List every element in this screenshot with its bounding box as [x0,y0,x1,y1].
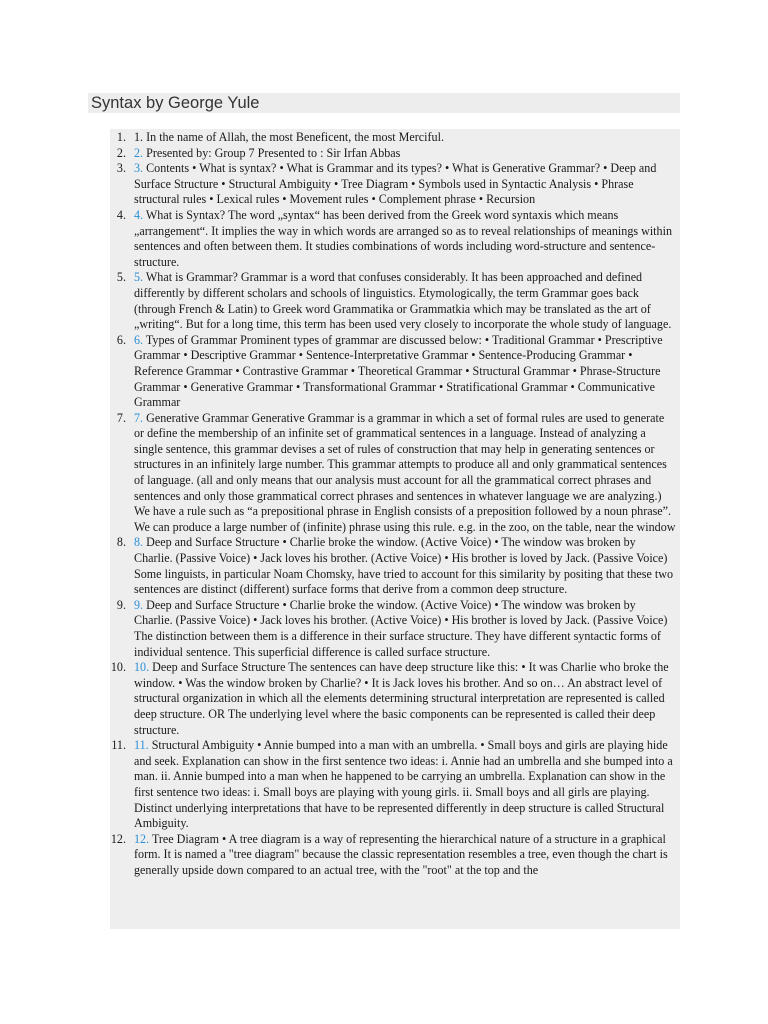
slide-link[interactable]: 6. [134,332,144,347]
item-text: Deep and Surface Structure • Charlie broke the window. (Active Voice) • The window was broken by Charlie. (Passive Voice) • Jack loves his brother. (Active Voice) • His brother is loved by Jack. (Passive Voice) Some linguists, in particular Noam Chomsky, have tried to account for this similarity by positing that these two sentences are distinct (different) surface forms that derive from a common deep structure. [134,535,673,597]
slide-link[interactable]: 2. [134,145,144,160]
item-text: Contents • What is syntax? • What is Grammar and its types? • What is Generative Grammar? • Deep and Surface Structure • Structural Ambiguity • Tree Diagram • Symbols used in Syntactic Analysis • Phrase structural rules • Lexical rules • Movement rules • Complement phrase • Recursion [134,161,657,207]
item-text: Presented by: Group 7 Presented to : Sir Irfan Abbas [146,145,401,160]
item-number: 10. [110,660,126,675]
item-number: 4. [116,207,126,222]
item-text: Generative Grammar Generative Grammar is a grammar in which a set of formal rules are used to generate or define the membership of an infinite set of grammatical sentences in a language. Instead of analyzing a single sentence, this grammar devises a set of rules of construction that may help in generating sentences or structures in an infinitely large number. This grammar attempts to produce all and only grammatical sentences of language. (all and only means that our analysis must account for all the grammatical correct phrases and sentences and only those grammatical correct phrases and sentences in whatever language we are analyzing.) We have a rule such as “a prepositional phrase in English consists of a preposition followed by a noun phrase”. We can produce a large number of (infinite) phrase using this rule. e.g. in the zoo, on the table, near the window [134,410,676,534]
list-item [110,411,680,536]
list-item [110,738,680,832]
list-item [110,146,680,162]
document-content [110,129,680,929]
document-title-bar [88,93,680,113]
list-item [110,333,680,411]
item-text: Structural Ambiguity • Annie bumped into a man with an umbrella. • Small boys and girls are playing hide and seek. Explanation can show in the first sentence two ideas: i. Annie had an umbrella and she bumped into a man. ii. Annie bumped into a man when he happened to be carrying an umbrella. Explanation can show in the first sentence two ideas: i. Small boys are playing with young girls. ii. Small boys and all girls are playing. Distinct underlying interpretations that have to be represented differently in deep structure is called Structural Ambiguity. [134,738,673,831]
list-item [110,832,680,879]
slide-link[interactable]: 9. [134,597,144,612]
item-text: Types of Grammar Prominent types of grammar are discussed below: • Traditional Grammar • Prescriptive Grammar • Descriptive Grammar • Sentence-Interpretative Grammar • Sentence-Producing Grammar • Reference Grammar • Contrastive Grammar • Theoretical Grammar • Structural Grammar • Phrase-Structure Grammar • Generative Grammar • Transformational Grammar • Stratificational Grammar • Communicative Grammar [134,332,663,410]
list-item [110,208,680,270]
item-text: What is Syntax? The word „syntax“ has been derived from the Greek word syntaxis which means „arrangement“. It implies the way in which words are arranged so as to reveal relationships of meanings within sentences and often between them. It studies combinations of words including word-structure and sentence-structure. [134,207,673,269]
slide-link[interactable]: 7. [134,410,144,425]
slide-link[interactable]: 11. [134,738,149,753]
slide-link[interactable]: 8. [134,535,144,550]
slide-link[interactable]: 10. [134,660,150,675]
item-number: 5. [116,270,126,285]
item-text: 1. In the name of Allah, the most Beneficent, the most Merciful. [134,130,444,144]
slide-link[interactable]: 12. [134,831,150,846]
item-number: 1. [116,130,126,144]
item-number: 12. [110,831,126,846]
slide-text-list [110,130,680,879]
item-number: 11. [111,738,126,753]
item-number: 7. [116,410,126,425]
list-item [110,535,680,597]
list-item [110,130,680,146]
item-number: 6. [116,332,126,347]
slide-link[interactable]: 4. [134,207,144,222]
item-number: 3. [116,161,126,176]
item-text: Deep and Surface Structure • Charlie broke the window. (Active Voice) • The window was broken by Charlie. (Passive Voice) • Jack loves his brother. (Active Voice) • His brother is loved by Jack. (Passive Voice) The distinction between them is a difference in their surface structure. They have different syntactic forms of individual sentence. This superficial difference is called surface structure. [134,597,668,659]
item-text: What is Grammar? Grammar is a word that confuses considerably. It has been approached and defined differently by different scholars and schools of linguistics. Etymologically, the term Grammar goes back (through French & Latin) to Greek word Grammatika or Grammatkia which may be translated as the art of „writing“. But for a long time, this term has been used very closely to incorporate the whole study of language. [134,270,672,332]
list-item [110,660,680,738]
list-item [110,270,680,332]
item-number: 9. [116,597,126,612]
slide-link[interactable]: 5. [134,270,144,285]
list-item [110,598,680,660]
item-number: 2. [116,145,126,160]
slide-link[interactable]: 3. [134,161,144,176]
item-number: 8. [116,535,126,550]
item-text: Tree Diagram • A tree diagram is a way of representing the hierarchical nature of a structure in a graphical form. It is named a "tree diagram" because the classic representation resembles a tree, even though the chart is generally upside down compared to an actual tree, with the "root" at the top and the [134,831,668,877]
list-item [110,161,680,208]
item-text: Deep and Surface Structure The sentences can have deep structure like this: • It was Charlie who broke the window. • Was the window broken by Charlie? • It is Jack loves his brother. And so on… An abstract level of structural organization in which all the elements determining structural interpretation are represented is called deep structure. OR The underlying level where the basic components can be represented is called their deep structure. [134,660,669,737]
document-title: Syntax by George Yule [91,94,260,112]
